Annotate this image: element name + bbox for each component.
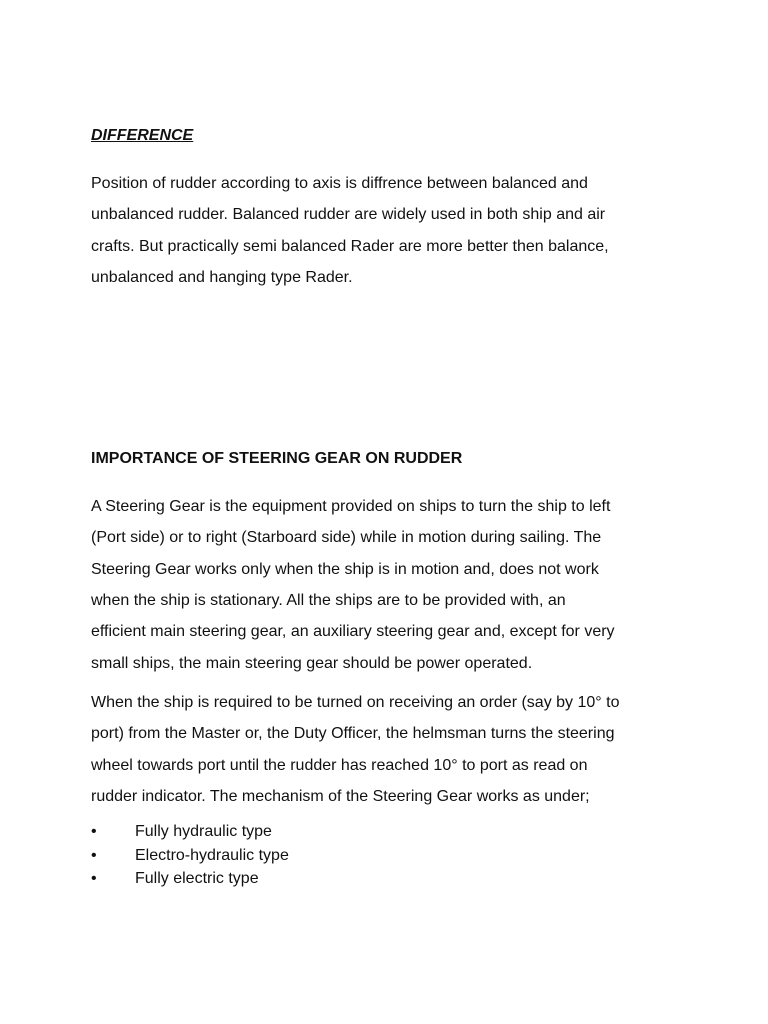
heading-importance: IMPORTANCE OF STEERING GEAR ON RUDDER — [91, 450, 463, 468]
heading-difference: DIFFERENCE — [91, 127, 194, 144]
bullet-icon: • — [91, 823, 97, 841]
paragraph-steering-gear: A Steering Gear is the equipment provided on ships to turn the ship to left (Port side) or to right (Starboard side) while in motion during sailing. The Steering Gear works only when the ship is in motion and, does not work when the ship is stationary. All the ships are to be provided with, an efficient main steering gear, an auxiliary steering gear and, except for very small ships, the main steering gear should be power operated. — [91, 498, 615, 672]
document-body — [91, 126, 691, 891]
list-item — [91, 820, 691, 844]
paragraph-difference: Position of rudder according to axis is diffrence between balanced and unbalanced rudder. Balanced rudder are widely used in both ship and air crafts. But practically semi balanced Rader are more better then balance, unbalanced and hanging type Rader. — [91, 175, 609, 286]
list-item-text: Fully hydraulic type — [135, 823, 272, 841]
bullet-list — [91, 820, 691, 891]
spacer — [91, 301, 691, 449]
list-item — [91, 867, 691, 891]
list-item-text: Electro-hydraulic type — [135, 846, 289, 864]
bullet-icon: • — [91, 846, 97, 864]
list-item-text: Fully electric type — [135, 870, 259, 888]
paragraph-turning-order: When the ship is required to be turned on receiving an order (say by 10° to port) from the Master or, the Duty Officer, the helmsman turns the steering wheel towards port until the rudder has reached 10° to port as read on rudder indicator. The mechanism of the Steering Gear works as under; — [91, 693, 620, 805]
bullet-icon: • — [91, 870, 97, 888]
list-item — [91, 844, 691, 868]
